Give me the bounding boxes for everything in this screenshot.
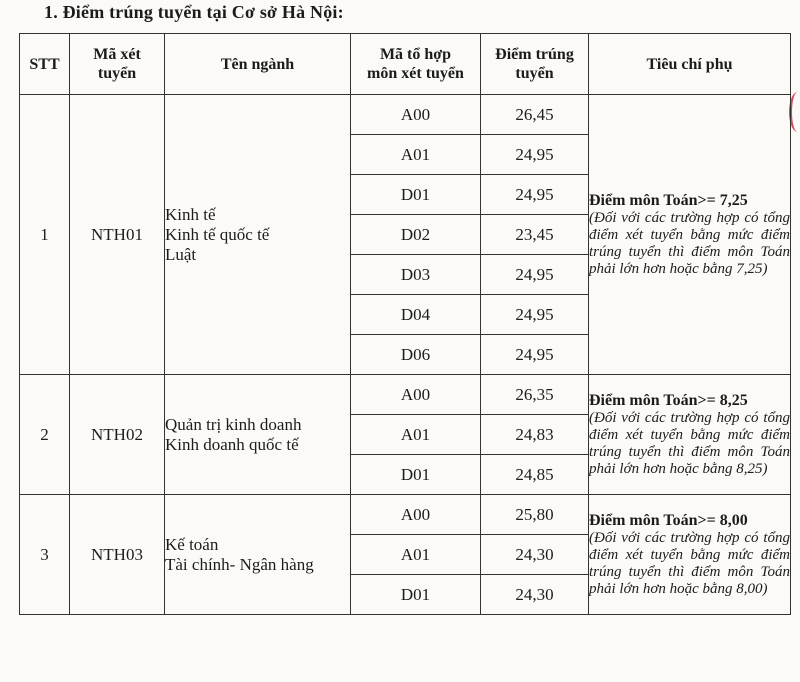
score-cell: 25,80 bbox=[481, 495, 589, 535]
major-name: Kinh tế bbox=[165, 204, 216, 224]
combo-cell: A01 bbox=[351, 135, 481, 175]
code-cell: NTH01 bbox=[70, 95, 165, 375]
header-combo-line1: Mã tổ hợp bbox=[379, 46, 452, 63]
table-body bbox=[20, 95, 791, 615]
score-cell: 24,95 bbox=[481, 255, 589, 295]
combo-cell: D06 bbox=[351, 335, 481, 375]
header-score-line2: tuyển bbox=[515, 65, 554, 82]
major-name: Luật bbox=[165, 244, 197, 264]
score-cell: 24,83 bbox=[481, 415, 589, 455]
criteria-cell bbox=[589, 495, 791, 615]
criteria-note: (Đối với các trường hợp có tổng điểm xét tuyển bằng mức điểm trúng tuyển thì điểm môn Toán phải lớn hơn hoặc bằng 8,25) bbox=[589, 409, 790, 477]
majors-cell bbox=[165, 495, 351, 615]
criteria-title: Điểm môn Toán>= 7,25 bbox=[589, 191, 748, 209]
score-cell: 24,30 bbox=[481, 575, 589, 615]
code-cell: NTH03 bbox=[70, 495, 165, 615]
criteria-title: Điểm môn Toán>= 8,00 bbox=[589, 511, 748, 529]
majors-cell bbox=[165, 95, 351, 375]
table-row bbox=[20, 95, 791, 135]
criteria-cell bbox=[589, 95, 791, 375]
combo-cell: A00 bbox=[351, 95, 481, 135]
stt-cell: 3 bbox=[20, 495, 70, 615]
criteria-note: (Đối với các trường hợp có tổng điểm xét tuyển bằng mức điểm trúng tuyển thì điểm môn Toán phải lớn hơn hoặc bằng 8,00) bbox=[589, 529, 790, 597]
header-score-line1: Điểm trúng bbox=[495, 46, 574, 63]
score-cell: 26,45 bbox=[481, 95, 589, 135]
criteria-title: Điểm môn Toán>= 8,25 bbox=[589, 391, 748, 409]
score-cell: 24,95 bbox=[481, 295, 589, 335]
score-cell: 26,35 bbox=[481, 375, 589, 415]
stt-cell: 1 bbox=[20, 95, 70, 375]
table-row bbox=[20, 375, 791, 415]
header-code-line1: Mã xét bbox=[93, 46, 141, 63]
stt-cell: 2 bbox=[20, 375, 70, 495]
score-cell: 24,95 bbox=[481, 135, 589, 175]
score-cell: 24,85 bbox=[481, 455, 589, 495]
admission-scores-table bbox=[19, 33, 791, 615]
major-name: Kế toán bbox=[165, 534, 219, 554]
score-cell: 24,95 bbox=[481, 175, 589, 215]
table-row bbox=[20, 495, 791, 535]
header-code bbox=[70, 34, 165, 95]
header-combo bbox=[351, 34, 481, 95]
major-name: Kinh doanh quốc tế bbox=[165, 434, 299, 454]
score-cell: 24,95 bbox=[481, 335, 589, 375]
combo-cell: A01 bbox=[351, 415, 481, 455]
combo-cell: A00 bbox=[351, 495, 481, 535]
header-criteria: Tiêu chí phụ bbox=[589, 34, 791, 95]
score-cell: 24,30 bbox=[481, 535, 589, 575]
code-cell: NTH02 bbox=[70, 375, 165, 495]
combo-cell: D01 bbox=[351, 575, 481, 615]
section-heading: 1. Điểm trúng tuyển tại Cơ sở Hà Nội: bbox=[44, 2, 344, 22]
combo-cell: D03 bbox=[351, 255, 481, 295]
combo-cell: D01 bbox=[351, 175, 481, 215]
combo-cell: D04 bbox=[351, 295, 481, 335]
combo-cell: D02 bbox=[351, 215, 481, 255]
major-name: Quản trị kinh doanh bbox=[165, 414, 302, 434]
major-name: Tài chính- Ngân hàng bbox=[165, 554, 314, 574]
score-cell: 23,45 bbox=[481, 215, 589, 255]
header-combo-line2: môn xét tuyển bbox=[367, 65, 464, 82]
major-name: Kinh tế quốc tế bbox=[165, 224, 270, 244]
header-code-line2: tuyển bbox=[97, 65, 137, 82]
header-score bbox=[481, 34, 589, 95]
criteria-note: (Đối với các trường hợp có tổng điểm xét tuyển bằng mức điểm trúng tuyển thì điểm môn Toán phải lớn hơn hoặc bằng 7,25) bbox=[589, 209, 790, 277]
table-header-row bbox=[20, 34, 791, 95]
combo-cell: A00 bbox=[351, 375, 481, 415]
majors-cell bbox=[165, 375, 351, 495]
header-major: Tên ngành bbox=[165, 34, 351, 95]
header-stt: STT bbox=[20, 34, 70, 95]
combo-cell: D01 bbox=[351, 455, 481, 495]
criteria-cell bbox=[589, 375, 791, 495]
combo-cell: A01 bbox=[351, 535, 481, 575]
